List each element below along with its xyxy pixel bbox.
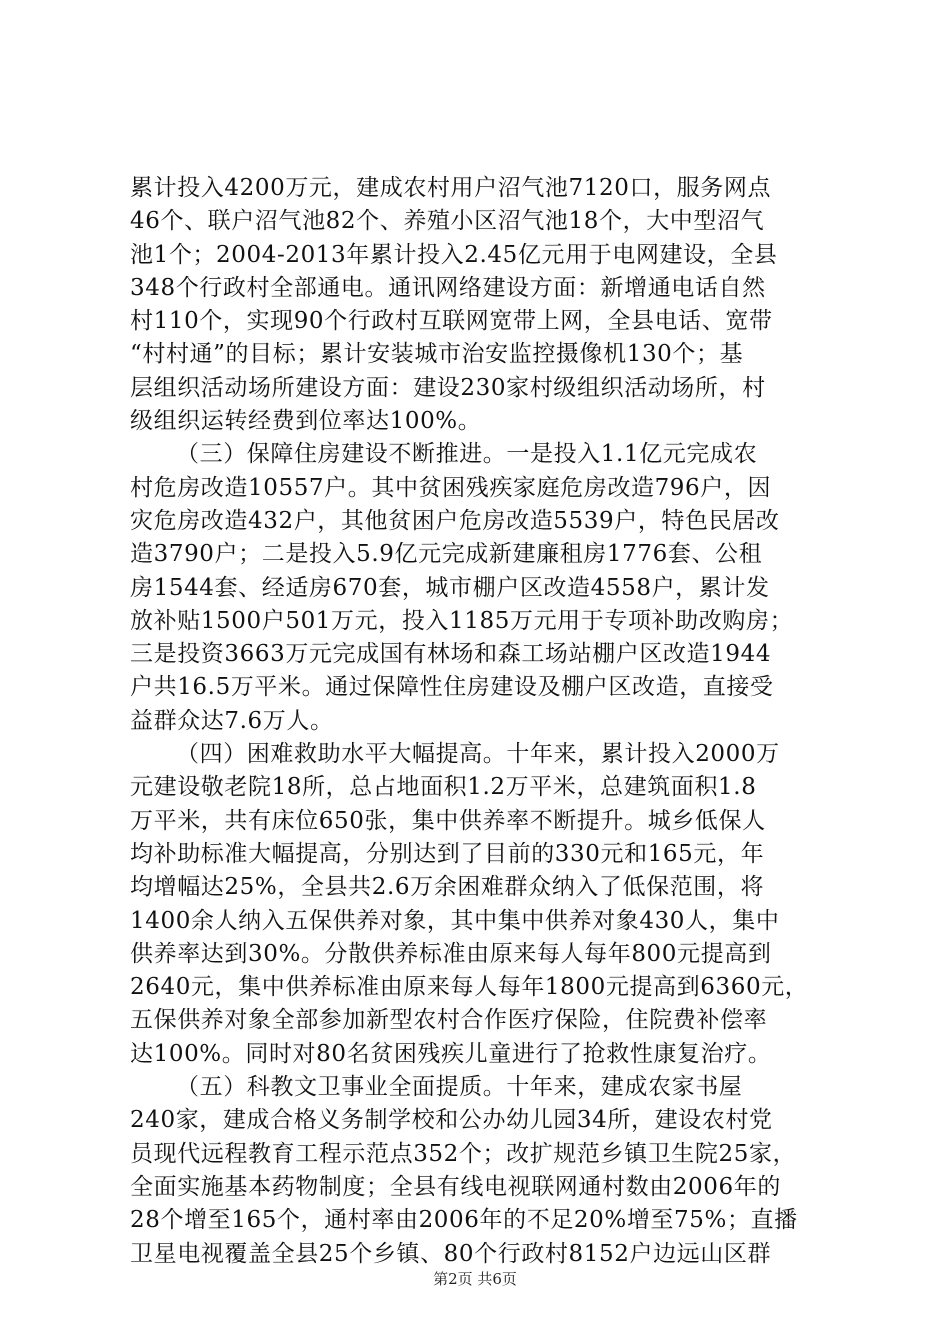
text-line: 村110个，实现90个行政村互联网宽带上网，全县电话、宽带: [130, 308, 773, 335]
text-line: 2640元，集中供养标准由原来每人每年1800元提高到6360元，: [130, 974, 809, 1001]
document-body: [130, 172, 830, 1271]
text-line: 户共16.5万平米。通过保障性住房建设及棚户区改造，直接受: [130, 674, 774, 701]
text-line: 卫星电视覆盖全县25个乡镇、80个行政村8152户边远山区群: [130, 1240, 772, 1267]
text-line: 村危房改造10557户。其中贫困残疾家庭危房改造796户，因: [130, 474, 772, 501]
paragraph-start-line: （四）困难救助水平大幅提高。十年来，累计投入2000万: [176, 741, 780, 768]
text-line: 348个行政村全部通电。通讯网络建设方面：新增通电话自然: [130, 274, 766, 301]
text-line: 累计投入4200万元，建成农村用户沼气池7120口，服务网点: [130, 175, 772, 201]
text-line: 均增幅达25%，全县共2.6万余困难群众纳入了低保范围，将: [130, 874, 765, 901]
text-line: 达100%。同时对80名贫困残疾儿童进行了抢救性康复治疗。: [130, 1040, 772, 1067]
page-footer: 第2页 共6页: [433, 1270, 517, 1288]
text-line: 供养率达到30%。分散供养标准由原来每人每年800元提高到: [130, 940, 772, 967]
text-line: 五保供养对象全部参加新型农村合作医疗保险，住院费补偿率: [130, 1007, 768, 1034]
text-line: 1400余人纳入五保供养对象，其中集中供养对象430人，集中: [130, 907, 780, 934]
text-line: 元建设敬老院18所，总占地面积1.2万平米，总建筑面积1.8: [130, 774, 757, 801]
text-line: 益群众达7.6万人。: [130, 707, 334, 734]
text-line: 池1个；2004-2013年累计投入2.45亿元用于电网建设，全县: [130, 241, 778, 268]
text-line: 灾危房改造432户，其他贫困户危房改造5539户，特色民居改: [130, 507, 780, 534]
paragraph-start-line: （三）保障住房建设不断推进。一是投入1.1亿元完成农: [176, 441, 758, 468]
text-line: 层组织活动场所建设方面：建设230家村级组织活动场所，村: [130, 374, 766, 401]
paragraph-start-line: （五）科教文卫事业全面提质。十年来，建成农家书屋: [176, 1074, 743, 1101]
text-line: 放补贴1500户501万元，投入1185万元用于专项补助改购房；: [130, 607, 794, 634]
text-line: 三是投资3663万元完成国有林场和森工场站棚户区改造1944: [130, 641, 772, 668]
text-line: 员现代远程教育工程示范点352个；改扩规范乡镇卫生院25家，: [130, 1140, 797, 1167]
text-line: 级组织运转经费到位率达100%。: [130, 408, 482, 435]
text-line: 28个增至165个，通村率由2006年的不足20%增至75%；直播: [130, 1207, 798, 1234]
text-line: 均补助标准大幅提高，分别达到了目前的330元和165元，年: [130, 840, 765, 867]
text-line: 造3790户；二是投入5.9亿元完成新建廉租房1776套、公租: [130, 541, 763, 568]
text-line: “村村通”的目标；累计安装城市治安监控摄像机130个；基: [130, 341, 744, 368]
text-line: 46个、联户沼气池82个、养殖小区沼气池18个，大中型沼气: [130, 208, 765, 235]
text-line: 万平米，共有床位650张，集中供养率不断提升。城乡低保人: [130, 807, 766, 834]
text-line: 240家，建成合格义务制学校和公办幼儿园34所，建设农村党: [130, 1107, 773, 1134]
text-line: 房1544套、经适房670套，城市棚户区改造4558户，累计发: [130, 574, 770, 601]
text-line: 全面实施基本药物制度；全县有线电视联网通村数由2006年的: [130, 1173, 781, 1200]
